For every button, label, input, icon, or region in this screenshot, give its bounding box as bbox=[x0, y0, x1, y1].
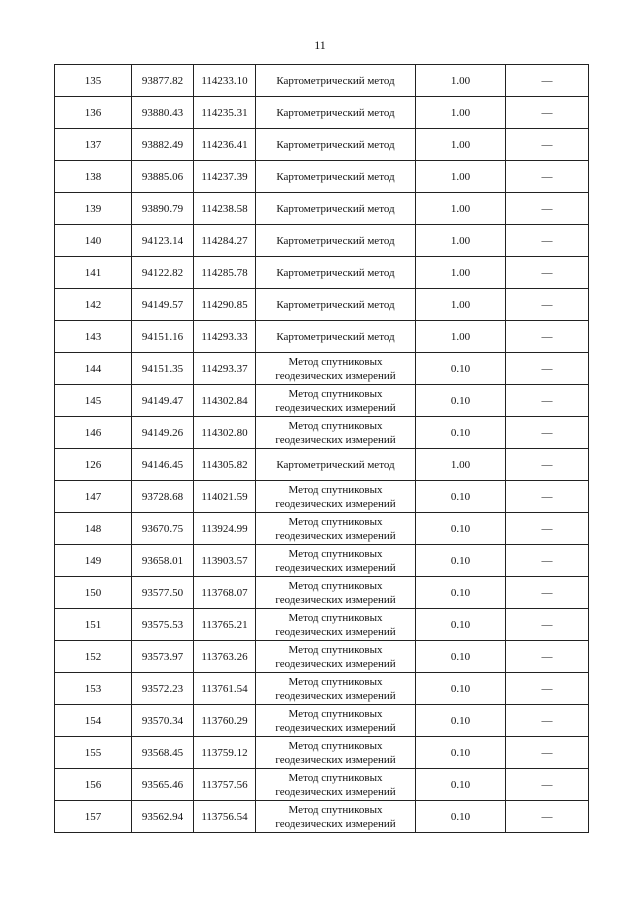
y-coordinate-cell: 114293.37 bbox=[194, 353, 256, 385]
x-coordinate-cell: 93890.79 bbox=[132, 193, 194, 225]
accuracy-cell: 1.00 bbox=[416, 193, 506, 225]
y-coordinate-cell: 114302.80 bbox=[194, 417, 256, 449]
method-cell: Метод спутниковых геодезических измерений bbox=[256, 737, 416, 769]
table-row bbox=[55, 577, 589, 609]
description-cell: — bbox=[506, 65, 589, 97]
description-cell: — bbox=[506, 769, 589, 801]
page-number: 11 bbox=[314, 38, 326, 52]
table-row bbox=[55, 641, 589, 673]
point-number-cell: 155 bbox=[55, 737, 132, 769]
table-row bbox=[55, 481, 589, 513]
point-number-cell: 153 bbox=[55, 673, 132, 705]
x-coordinate-cell: 93562.94 bbox=[132, 801, 194, 833]
table-row bbox=[55, 225, 589, 257]
accuracy-cell: 1.00 bbox=[416, 97, 506, 129]
point-number-cell: 154 bbox=[55, 705, 132, 737]
description-cell: — bbox=[506, 673, 589, 705]
y-coordinate-cell: 113765.21 bbox=[194, 609, 256, 641]
y-coordinate-cell: 113924.99 bbox=[194, 513, 256, 545]
x-coordinate-cell: 93880.43 bbox=[132, 97, 194, 129]
description-cell: — bbox=[506, 577, 589, 609]
x-coordinate-cell: 94149.47 bbox=[132, 385, 194, 417]
x-coordinate-cell: 93565.46 bbox=[132, 769, 194, 801]
x-coordinate-cell: 94122.82 bbox=[132, 257, 194, 289]
point-number-cell: 136 bbox=[55, 97, 132, 129]
method-cell: Картометрический метод bbox=[256, 225, 416, 257]
point-number-cell: 151 bbox=[55, 609, 132, 641]
y-coordinate-cell: 113759.12 bbox=[194, 737, 256, 769]
method-cell: Картометрический метод bbox=[256, 321, 416, 353]
description-cell: — bbox=[506, 417, 589, 449]
method-cell: Картометрический метод bbox=[256, 289, 416, 321]
description-cell: — bbox=[506, 481, 589, 513]
point-number-cell: 138 bbox=[55, 161, 132, 193]
x-coordinate-cell: 93728.68 bbox=[132, 481, 194, 513]
x-coordinate-cell: 93568.45 bbox=[132, 737, 194, 769]
y-coordinate-cell: 114237.39 bbox=[194, 161, 256, 193]
table-row bbox=[55, 513, 589, 545]
description-cell: — bbox=[506, 353, 589, 385]
table-row bbox=[55, 705, 589, 737]
y-coordinate-cell: 113760.29 bbox=[194, 705, 256, 737]
x-coordinate-cell: 93570.34 bbox=[132, 705, 194, 737]
accuracy-cell: 0.10 bbox=[416, 545, 506, 577]
method-cell: Метод спутниковых геодезических измерений bbox=[256, 417, 416, 449]
point-number-cell: 152 bbox=[55, 641, 132, 673]
point-number-cell: 157 bbox=[55, 801, 132, 833]
accuracy-cell: 0.10 bbox=[416, 705, 506, 737]
y-coordinate-cell: 114236.41 bbox=[194, 129, 256, 161]
description-cell: — bbox=[506, 641, 589, 673]
accuracy-cell: 1.00 bbox=[416, 225, 506, 257]
description-cell: — bbox=[506, 289, 589, 321]
method-cell: Метод спутниковых геодезических измерений bbox=[256, 385, 416, 417]
accuracy-cell: 1.00 bbox=[416, 449, 506, 481]
x-coordinate-cell: 93885.06 bbox=[132, 161, 194, 193]
accuracy-cell: 0.10 bbox=[416, 577, 506, 609]
method-cell: Метод спутниковых геодезических измерений bbox=[256, 673, 416, 705]
x-coordinate-cell: 93572.23 bbox=[132, 673, 194, 705]
table-row bbox=[55, 801, 589, 833]
method-cell: Метод спутниковых геодезических измерений bbox=[256, 705, 416, 737]
description-cell: — bbox=[506, 321, 589, 353]
accuracy-cell: 0.10 bbox=[416, 737, 506, 769]
table-row bbox=[55, 257, 589, 289]
accuracy-cell: 0.10 bbox=[416, 513, 506, 545]
x-coordinate-cell: 94149.26 bbox=[132, 417, 194, 449]
description-cell: — bbox=[506, 129, 589, 161]
x-coordinate-cell: 93877.82 bbox=[132, 65, 194, 97]
table-row bbox=[55, 321, 589, 353]
table-row bbox=[55, 449, 589, 481]
method-cell: Картометрический метод bbox=[256, 257, 416, 289]
point-number-cell: 147 bbox=[55, 481, 132, 513]
method-cell: Картометрический метод bbox=[256, 449, 416, 481]
y-coordinate-cell: 114284.27 bbox=[194, 225, 256, 257]
method-cell: Метод спутниковых геодезических измерений bbox=[256, 577, 416, 609]
method-cell: Метод спутниковых геодезических измерений bbox=[256, 481, 416, 513]
x-coordinate-cell: 93575.53 bbox=[132, 609, 194, 641]
method-cell: Метод спутниковых геодезических измерений bbox=[256, 545, 416, 577]
description-cell: — bbox=[506, 801, 589, 833]
accuracy-cell: 0.10 bbox=[416, 385, 506, 417]
point-number-cell: 140 bbox=[55, 225, 132, 257]
y-coordinate-cell: 114290.85 bbox=[194, 289, 256, 321]
description-cell: — bbox=[506, 513, 589, 545]
x-coordinate-cell: 94149.57 bbox=[132, 289, 194, 321]
point-number-cell: 126 bbox=[55, 449, 132, 481]
accuracy-cell: 0.10 bbox=[416, 769, 506, 801]
description-cell: — bbox=[506, 225, 589, 257]
y-coordinate-cell: 114293.33 bbox=[194, 321, 256, 353]
x-coordinate-cell: 94151.16 bbox=[132, 321, 194, 353]
table-row bbox=[55, 609, 589, 641]
coordinates-table bbox=[54, 64, 589, 833]
point-number-cell: 135 bbox=[55, 65, 132, 97]
description-cell: — bbox=[506, 705, 589, 737]
description-cell: — bbox=[506, 193, 589, 225]
point-number-cell: 156 bbox=[55, 769, 132, 801]
description-cell: — bbox=[506, 161, 589, 193]
x-coordinate-cell: 93670.75 bbox=[132, 513, 194, 545]
point-number-cell: 139 bbox=[55, 193, 132, 225]
table-row bbox=[55, 769, 589, 801]
table-row bbox=[55, 289, 589, 321]
description-cell: — bbox=[506, 449, 589, 481]
table-row bbox=[55, 737, 589, 769]
y-coordinate-cell: 114238.58 bbox=[194, 193, 256, 225]
y-coordinate-cell: 114021.59 bbox=[194, 481, 256, 513]
description-cell: — bbox=[506, 97, 589, 129]
table-row bbox=[55, 65, 589, 97]
table-row bbox=[55, 673, 589, 705]
method-cell: Метод спутниковых геодезических измерений bbox=[256, 609, 416, 641]
point-number-cell: 144 bbox=[55, 353, 132, 385]
x-coordinate-cell: 94151.35 bbox=[132, 353, 194, 385]
point-number-cell: 142 bbox=[55, 289, 132, 321]
accuracy-cell: 1.00 bbox=[416, 289, 506, 321]
x-coordinate-cell: 93573.97 bbox=[132, 641, 194, 673]
table-row bbox=[55, 193, 589, 225]
y-coordinate-cell: 113763.26 bbox=[194, 641, 256, 673]
point-number-cell: 143 bbox=[55, 321, 132, 353]
accuracy-cell: 0.10 bbox=[416, 801, 506, 833]
table-row bbox=[55, 97, 589, 129]
point-number-cell: 146 bbox=[55, 417, 132, 449]
y-coordinate-cell: 113903.57 bbox=[194, 545, 256, 577]
point-number-cell: 145 bbox=[55, 385, 132, 417]
method-cell: Метод спутниковых геодезических измерений bbox=[256, 353, 416, 385]
method-cell: Картометрический метод bbox=[256, 161, 416, 193]
description-cell: — bbox=[506, 737, 589, 769]
table-row bbox=[55, 161, 589, 193]
description-cell: — bbox=[506, 257, 589, 289]
point-number-cell: 150 bbox=[55, 577, 132, 609]
accuracy-cell: 1.00 bbox=[416, 65, 506, 97]
accuracy-cell: 0.10 bbox=[416, 641, 506, 673]
y-coordinate-cell: 114233.10 bbox=[194, 65, 256, 97]
x-coordinate-cell: 94123.14 bbox=[132, 225, 194, 257]
y-coordinate-cell: 114285.78 bbox=[194, 257, 256, 289]
accuracy-cell: 0.10 bbox=[416, 353, 506, 385]
table-row bbox=[55, 545, 589, 577]
y-coordinate-cell: 114235.31 bbox=[194, 97, 256, 129]
y-coordinate-cell: 113756.54 bbox=[194, 801, 256, 833]
accuracy-cell: 0.10 bbox=[416, 417, 506, 449]
accuracy-cell: 1.00 bbox=[416, 129, 506, 161]
method-cell: Картометрический метод bbox=[256, 129, 416, 161]
x-coordinate-cell: 93577.50 bbox=[132, 577, 194, 609]
accuracy-cell: 0.10 bbox=[416, 609, 506, 641]
x-coordinate-cell: 93882.49 bbox=[132, 129, 194, 161]
accuracy-cell: 0.10 bbox=[416, 673, 506, 705]
table-row bbox=[55, 417, 589, 449]
accuracy-cell: 1.00 bbox=[416, 321, 506, 353]
x-coordinate-cell: 93658.01 bbox=[132, 545, 194, 577]
point-number-cell: 149 bbox=[55, 545, 132, 577]
table-row bbox=[55, 353, 589, 385]
method-cell: Метод спутниковых геодезических измерений bbox=[256, 513, 416, 545]
accuracy-cell: 1.00 bbox=[416, 161, 506, 193]
point-number-cell: 137 bbox=[55, 129, 132, 161]
method-cell: Картометрический метод bbox=[256, 193, 416, 225]
accuracy-cell: 1.00 bbox=[416, 257, 506, 289]
coordinates-table-body bbox=[55, 65, 589, 833]
y-coordinate-cell: 113768.07 bbox=[194, 577, 256, 609]
x-coordinate-cell: 94146.45 bbox=[132, 449, 194, 481]
y-coordinate-cell: 113757.56 bbox=[194, 769, 256, 801]
method-cell: Метод спутниковых геодезических измерений bbox=[256, 769, 416, 801]
method-cell: Метод спутниковых геодезических измерений bbox=[256, 641, 416, 673]
method-cell: Картометрический метод bbox=[256, 97, 416, 129]
point-number-cell: 148 bbox=[55, 513, 132, 545]
description-cell: — bbox=[506, 609, 589, 641]
description-cell: — bbox=[506, 545, 589, 577]
y-coordinate-cell: 114302.84 bbox=[194, 385, 256, 417]
method-cell: Картометрический метод bbox=[256, 65, 416, 97]
table-row bbox=[55, 129, 589, 161]
description-cell: — bbox=[506, 385, 589, 417]
table-row bbox=[55, 385, 589, 417]
point-number-cell: 141 bbox=[55, 257, 132, 289]
method-cell: Метод спутниковых геодезических измерений bbox=[256, 801, 416, 833]
y-coordinate-cell: 114305.82 bbox=[194, 449, 256, 481]
accuracy-cell: 0.10 bbox=[416, 481, 506, 513]
y-coordinate-cell: 113761.54 bbox=[194, 673, 256, 705]
